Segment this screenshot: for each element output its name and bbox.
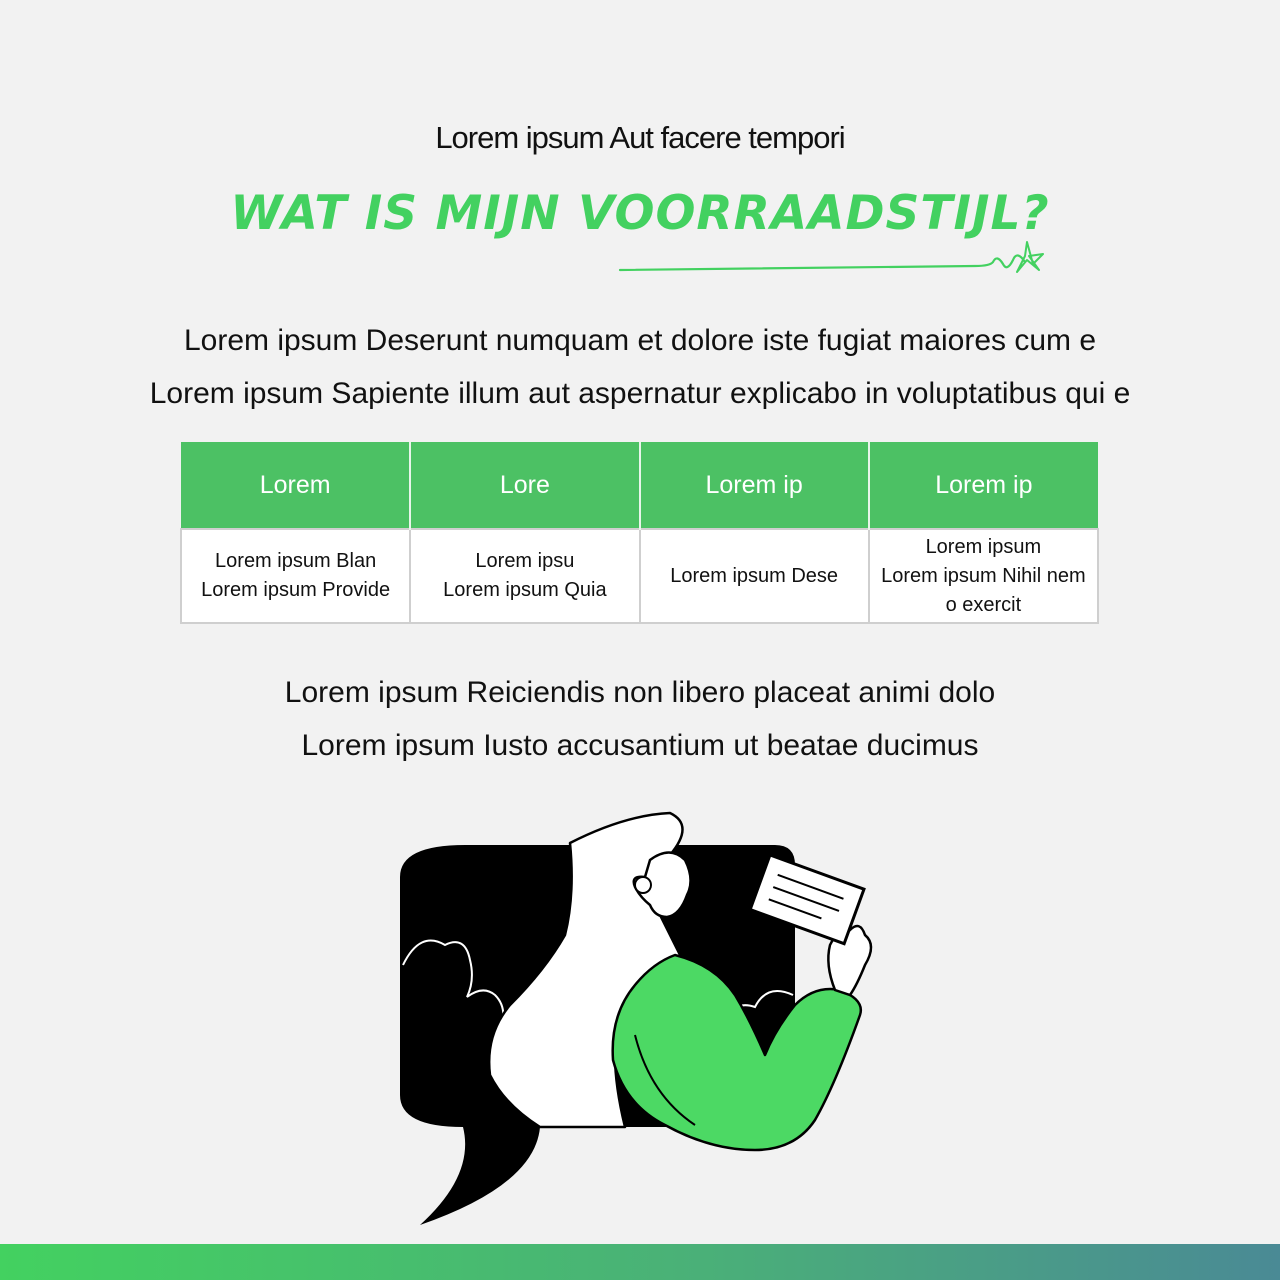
intro-line: Lorem ipsum Deserunt numquam et dolore iste fugiat maiores cum e [183,324,1097,357]
cell-line: o exercit [945,593,1022,616]
ear-shape [635,877,651,893]
page-subtitle: Lorem ipsum Aut facere tempori [435,120,845,155]
table-row [181,529,1098,623]
table-cell [181,529,410,623]
cell-line: Lorem ipsum Quia [443,579,607,601]
bottom-gradient-bar [0,1244,1280,1280]
scribble-star-underline-icon [615,236,1055,286]
intro-line: Lorem ipsum Sapiente illum aut aspernatur explicabo in voluptatibus qui e [149,377,1131,410]
info-table [180,442,1099,624]
table-cell [869,529,1098,623]
cell-line: Lorem ipsum Blan [215,550,377,572]
cell-line: Lorem ipsum Dese [670,564,839,587]
table-cell [640,529,869,623]
intro-text [0,314,1280,420]
woman-reading-card-illustration [395,805,895,1230]
cell-line: Lorem ipsum Provide [201,579,391,601]
table-header-cell: Lorem ip [869,442,1098,529]
table-header-cell: Lorem [181,442,410,529]
outro-line: Lorem ipsum Reiciendis non libero placeat animi dolo [284,676,996,709]
page-title: WAT IS MIJN VOORRAADSTIJL? [230,186,1050,241]
table-header-cell: Lorem ip [640,442,869,529]
table-header-cell: Lore [410,442,639,529]
cell-line: Lorem ipsu [475,550,575,572]
outro-line: Lorem ipsum Iusto accusantium ut beatae ducimus [301,729,979,762]
table-header-row [181,442,1098,529]
cell-line: Lorem ipsum Nihil nem [881,564,1086,587]
cell-line: Lorem ipsum [925,535,1042,558]
table-cell [410,529,639,623]
outro-text [0,666,1280,772]
